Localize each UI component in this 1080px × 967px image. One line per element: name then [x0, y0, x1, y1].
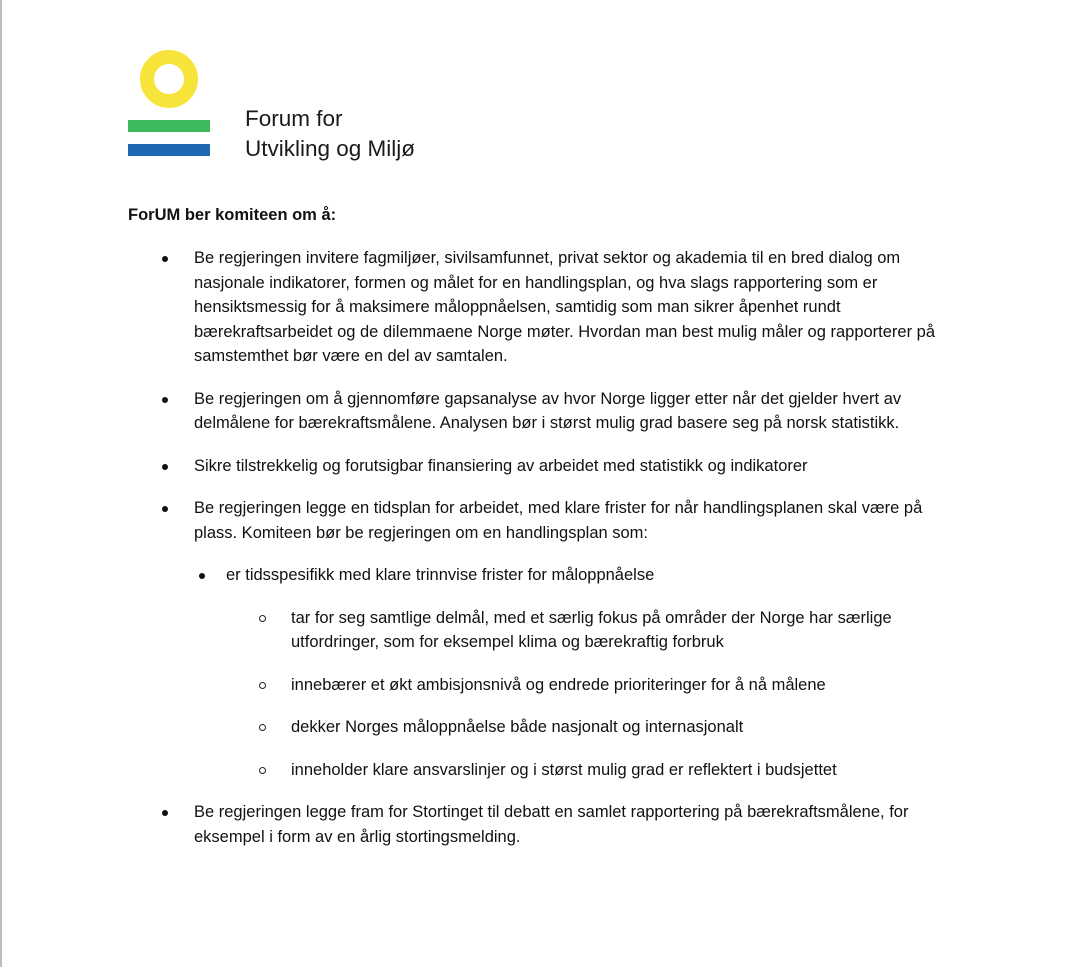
bullet-icon	[162, 810, 168, 816]
logo-sun-icon	[147, 57, 191, 101]
nested-list-item-text: innebærer et økt ambisjonsnivå og endrede prioriteringer for å nå målene	[291, 675, 826, 694]
circle-bullet-icon	[259, 615, 266, 622]
nested-list-item-text: inneholder klare ansvarslinjer og i størst mulig grad er reflektert i budsjettet	[291, 760, 837, 779]
logo-green-stripe	[128, 120, 210, 132]
circle-bullet-icon	[259, 724, 266, 731]
bullet-icon	[162, 464, 168, 470]
circle-bullet-icon	[259, 767, 266, 774]
forum-logo	[126, 50, 212, 160]
circle-bullet-icon	[259, 682, 266, 689]
bullet-icon	[162, 397, 168, 403]
logo-wordmark	[245, 104, 415, 164]
list-item	[0, 246, 954, 369]
section-heading: ForUM ber komiteen om å:	[128, 206, 337, 224]
logo-line-2: Utvikling og Miljø	[245, 136, 416, 161]
request-list	[0, 246, 1080, 867]
sub-list-item	[0, 563, 926, 588]
nested-list-item-text: tar for seg samtlige delmål, med et særlig fokus på områder der Norge har særlige utfordringer, som for eksempel klima og bærekraftig forbruk	[291, 608, 892, 651]
list-item	[0, 387, 954, 436]
list-item-text: Be regjeringen legge fram for Stortinget til debatt en samlet rapportering på bærekraftsmålene, for eksempel i form av en årlig stortingsmelding.	[194, 803, 909, 846]
nested-list-item	[0, 673, 911, 698]
nested-list-item	[0, 758, 911, 783]
list-item-text: Be regjeringen legge en tidsplan for arbeidet, med klare frister for når handlingsplanen skal være på plass. Komiteen bør be regjeringen om en handlingsplan som:	[194, 499, 923, 542]
bullet-icon	[199, 573, 205, 579]
bullet-icon	[162, 256, 168, 262]
list-item	[0, 800, 954, 849]
nested-list-item	[0, 715, 911, 740]
logo-line-1: Forum for	[245, 106, 343, 131]
sub-list-item-text: er tidsspesifikk med klare trinnvise frister for måloppnåelse	[226, 566, 655, 584]
list-item	[0, 496, 954, 545]
list-item-text: Sikre tilstrekkelig og forutsigbar finansiering av arbeidet med statistikk og indikatorer	[194, 456, 808, 475]
list-item-text: Be regjeringen invitere fagmiljøer, sivilsamfunnet, privat sektor og akademia til en bred dialog om nasjonale indikatorer, formen og målet for en handlingsplan, og hva slags rapportering som er hensiktsmessig for å maksimere måloppnåelsen, samtidig som man sikrer åpenhet rundt bærekraftsarbeidet og de dilemmaene Norge møter. Hvordan man best mulig måler og rapporterer på samstemthet bør være en del av samtalen.	[194, 249, 936, 365]
nested-list-item-text: dekker Norges måloppnåelse både nasjonalt og internasjonalt	[291, 718, 744, 736]
logo-blue-stripe	[128, 144, 210, 156]
list-item-text: Be regjeringen om å gjennomføre gapsanalyse av hvor Norge ligger etter når det gjelder hvert av delmålene for bærekraftsmålene. Analysen bør i størst mulig grad basere seg på norsk statistikk.	[194, 389, 902, 432]
bullet-icon	[162, 506, 168, 512]
nested-list-item	[0, 606, 911, 655]
list-item	[0, 454, 954, 479]
